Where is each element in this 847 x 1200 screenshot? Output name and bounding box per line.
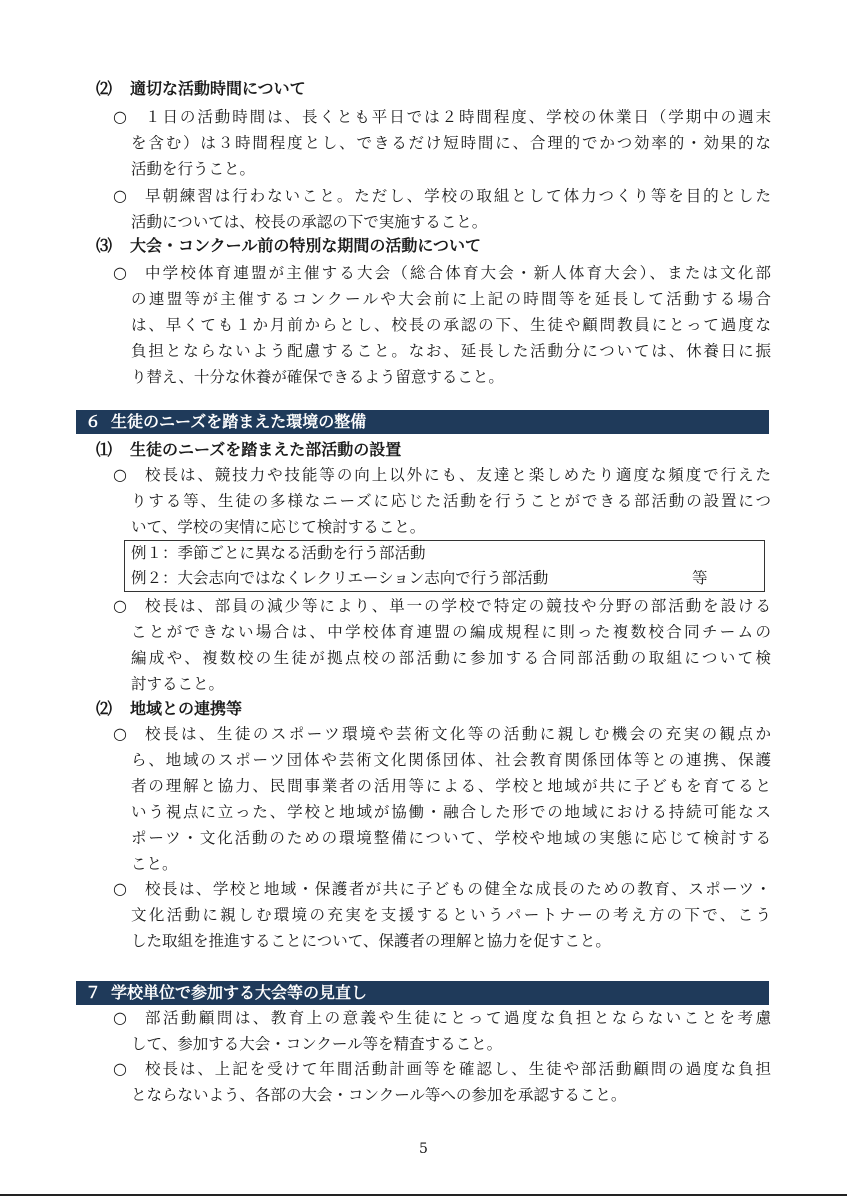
paragraph-line: 活動については、校長の承認の下で実施すること。 <box>131 213 488 231</box>
paragraph-line: 校長は、競技力や技能等の向上以外にも、友達と楽しめたり適度な頻度で行えた <box>145 466 771 484</box>
paragraph <box>113 183 771 235</box>
bullet-icon: ○ <box>113 263 127 282</box>
chapter-heading-bar <box>76 981 769 1005</box>
chapter-title: 学校単位で参加する大会等の見直し <box>111 983 368 1002</box>
section-number: ⑴ <box>96 440 113 459</box>
section-heading <box>96 235 481 257</box>
example-text: 例２：大会志向ではなくレクリエーション志向で行う部活動 <box>131 569 549 587</box>
section-title: 適切な活動時間について <box>130 79 306 98</box>
paragraph <box>113 593 771 697</box>
paragraph-line: した取組を推進することについて、保護者の理解と協力を促すこと。 <box>131 932 611 950</box>
page-number: 5 <box>419 1141 428 1157</box>
paragraph-line: いう視点に立った、学校と地域が協働・融合した形での地域における持続可能なス <box>131 803 771 821</box>
paragraph <box>113 104 771 182</box>
bullet-icon: ○ <box>113 107 127 126</box>
section-title: 大会・コンクール前の特別な期間の活動について <box>130 236 482 255</box>
paragraph-line: ポーツ・文化活動のための環境整備について、学校や地域の実態に応じて検討する <box>131 829 771 847</box>
paragraph-line: ら、地域のスポーツ団体や芸術文化関係団体、社会教育関係団体等との連携、保護 <box>131 751 771 769</box>
paragraph-line: 者の理解と協力、民間事業者の活用等による、学校と地域が共に子どもを育てると <box>131 777 771 795</box>
section-number: ⑵ <box>96 79 113 98</box>
chapter-number: ６ <box>85 412 102 431</box>
bottom-divider <box>0 1194 847 1196</box>
paragraph-line: こと。 <box>131 855 178 873</box>
paragraph-line: りする等、生徒の多様なニーズに応じた活動を行うことができる部活動の設置につ <box>131 492 771 510</box>
paragraph-line: いて、学校の実情に応じて検討すること。 <box>131 518 426 536</box>
paragraph-line: 校長は、部員の減少等により、単一の学校で特定の競技や分野の部活動を設ける <box>145 597 771 615</box>
paragraph <box>113 876 771 954</box>
paragraph-line: 文化活動に親しむ環境の充実を支援するというパートナーの考え方の下で、こう <box>131 906 771 924</box>
paragraph-line: して、参加する大会・コンクール等を精査すること。 <box>131 1035 503 1053</box>
chapter-number: ７ <box>85 983 102 1002</box>
paragraph <box>113 1056 771 1108</box>
paragraph-line: の連盟等が主催するコンクールや大会前に上記の時間等を延長して活動する場合 <box>131 290 771 308</box>
paragraph-line: ことができない場合は、中学校体育連盟の編成規程に則った複数校合同チームの <box>131 623 771 641</box>
paragraph-line: 校長は、生徒のスポーツ環境や芸術文化等の活動に親しむ機会の充実の観点か <box>145 725 771 743</box>
paragraph-line: 校長は、上記を受けて年間活動計画等を確認し、生徒や部活動顧問の過度な負担 <box>145 1060 771 1078</box>
example-line: 例１：季節ごとに異なる活動を行う部活動 <box>131 544 426 562</box>
chapter-heading-bar <box>76 410 769 434</box>
paragraph-line: は、早くても１か月前からとし、校長の承認の下、生徒や顧問教員にとって過度な <box>131 316 771 334</box>
section-heading <box>96 439 401 461</box>
section-title: 生徒のニーズを踏まえた部活動の設置 <box>130 440 402 459</box>
paragraph-line: 早朝練習は行わないこと。ただし、学校の取組として体力つくり等を目的とした <box>145 187 771 205</box>
bullet-icon: ○ <box>113 186 127 205</box>
paragraph-line: を含む）は３時間程度とし、できるだけ短時間に、合理的でかつ効率的・効果的な <box>131 134 771 152</box>
paragraph-line: 編成や、複数校の生徒が拠点校の部活動に参加する合同部活動の取組について検 <box>131 649 771 667</box>
paragraph <box>113 260 771 390</box>
paragraph-line: 部活動顧問は、教育上の意義や生徒にとって過度な負担とならないことを考慮 <box>145 1009 771 1027</box>
example-line <box>131 566 764 591</box>
paragraph-line: り替え、十分な休養が確保できるよう留意すること。 <box>131 368 504 386</box>
bullet-icon: ○ <box>113 1059 127 1078</box>
bullet-icon: ○ <box>113 596 127 615</box>
paragraph <box>113 462 771 540</box>
paragraph-line: 負担とならないよう配慮すること。なお、延長した活動分については、休養日に振 <box>131 342 771 360</box>
bullet-icon: ○ <box>113 465 127 484</box>
paragraph-line: 中学校体育連盟が主催する大会（総合体育大会・新人体育大会）、または文化部 <box>145 264 771 282</box>
paragraph-line: 校長は、学校と地域・保護者が共に子どもの健全な成長のための教育、スポーツ・ <box>145 880 771 898</box>
section-number: ⑶ <box>96 236 113 255</box>
section-heading <box>96 698 242 720</box>
paragraph-line: １日の活動時間は、長くとも平日では２時間程度、学校の休業日（学期中の週末 <box>145 108 771 126</box>
paragraph-line: 討すること。 <box>131 675 225 693</box>
paragraph-line: とならないよう、各部の大会・コンクール等への参加を承認すること。 <box>131 1086 627 1104</box>
example-etc: 等 <box>692 569 708 587</box>
paragraph <box>113 1005 771 1057</box>
examples-box <box>124 540 765 592</box>
bullet-icon: ○ <box>113 879 127 898</box>
section-heading <box>96 78 306 100</box>
bullet-icon: ○ <box>113 1008 127 1027</box>
paragraph-line: 活動を行うこと。 <box>131 160 256 178</box>
bullet-icon: ○ <box>113 724 127 743</box>
section-number: ⑵ <box>96 699 113 718</box>
section-title: 地域との連携等 <box>130 699 243 718</box>
paragraph <box>113 721 771 877</box>
chapter-title: 生徒のニーズを踏まえた環境の整備 <box>111 412 367 431</box>
